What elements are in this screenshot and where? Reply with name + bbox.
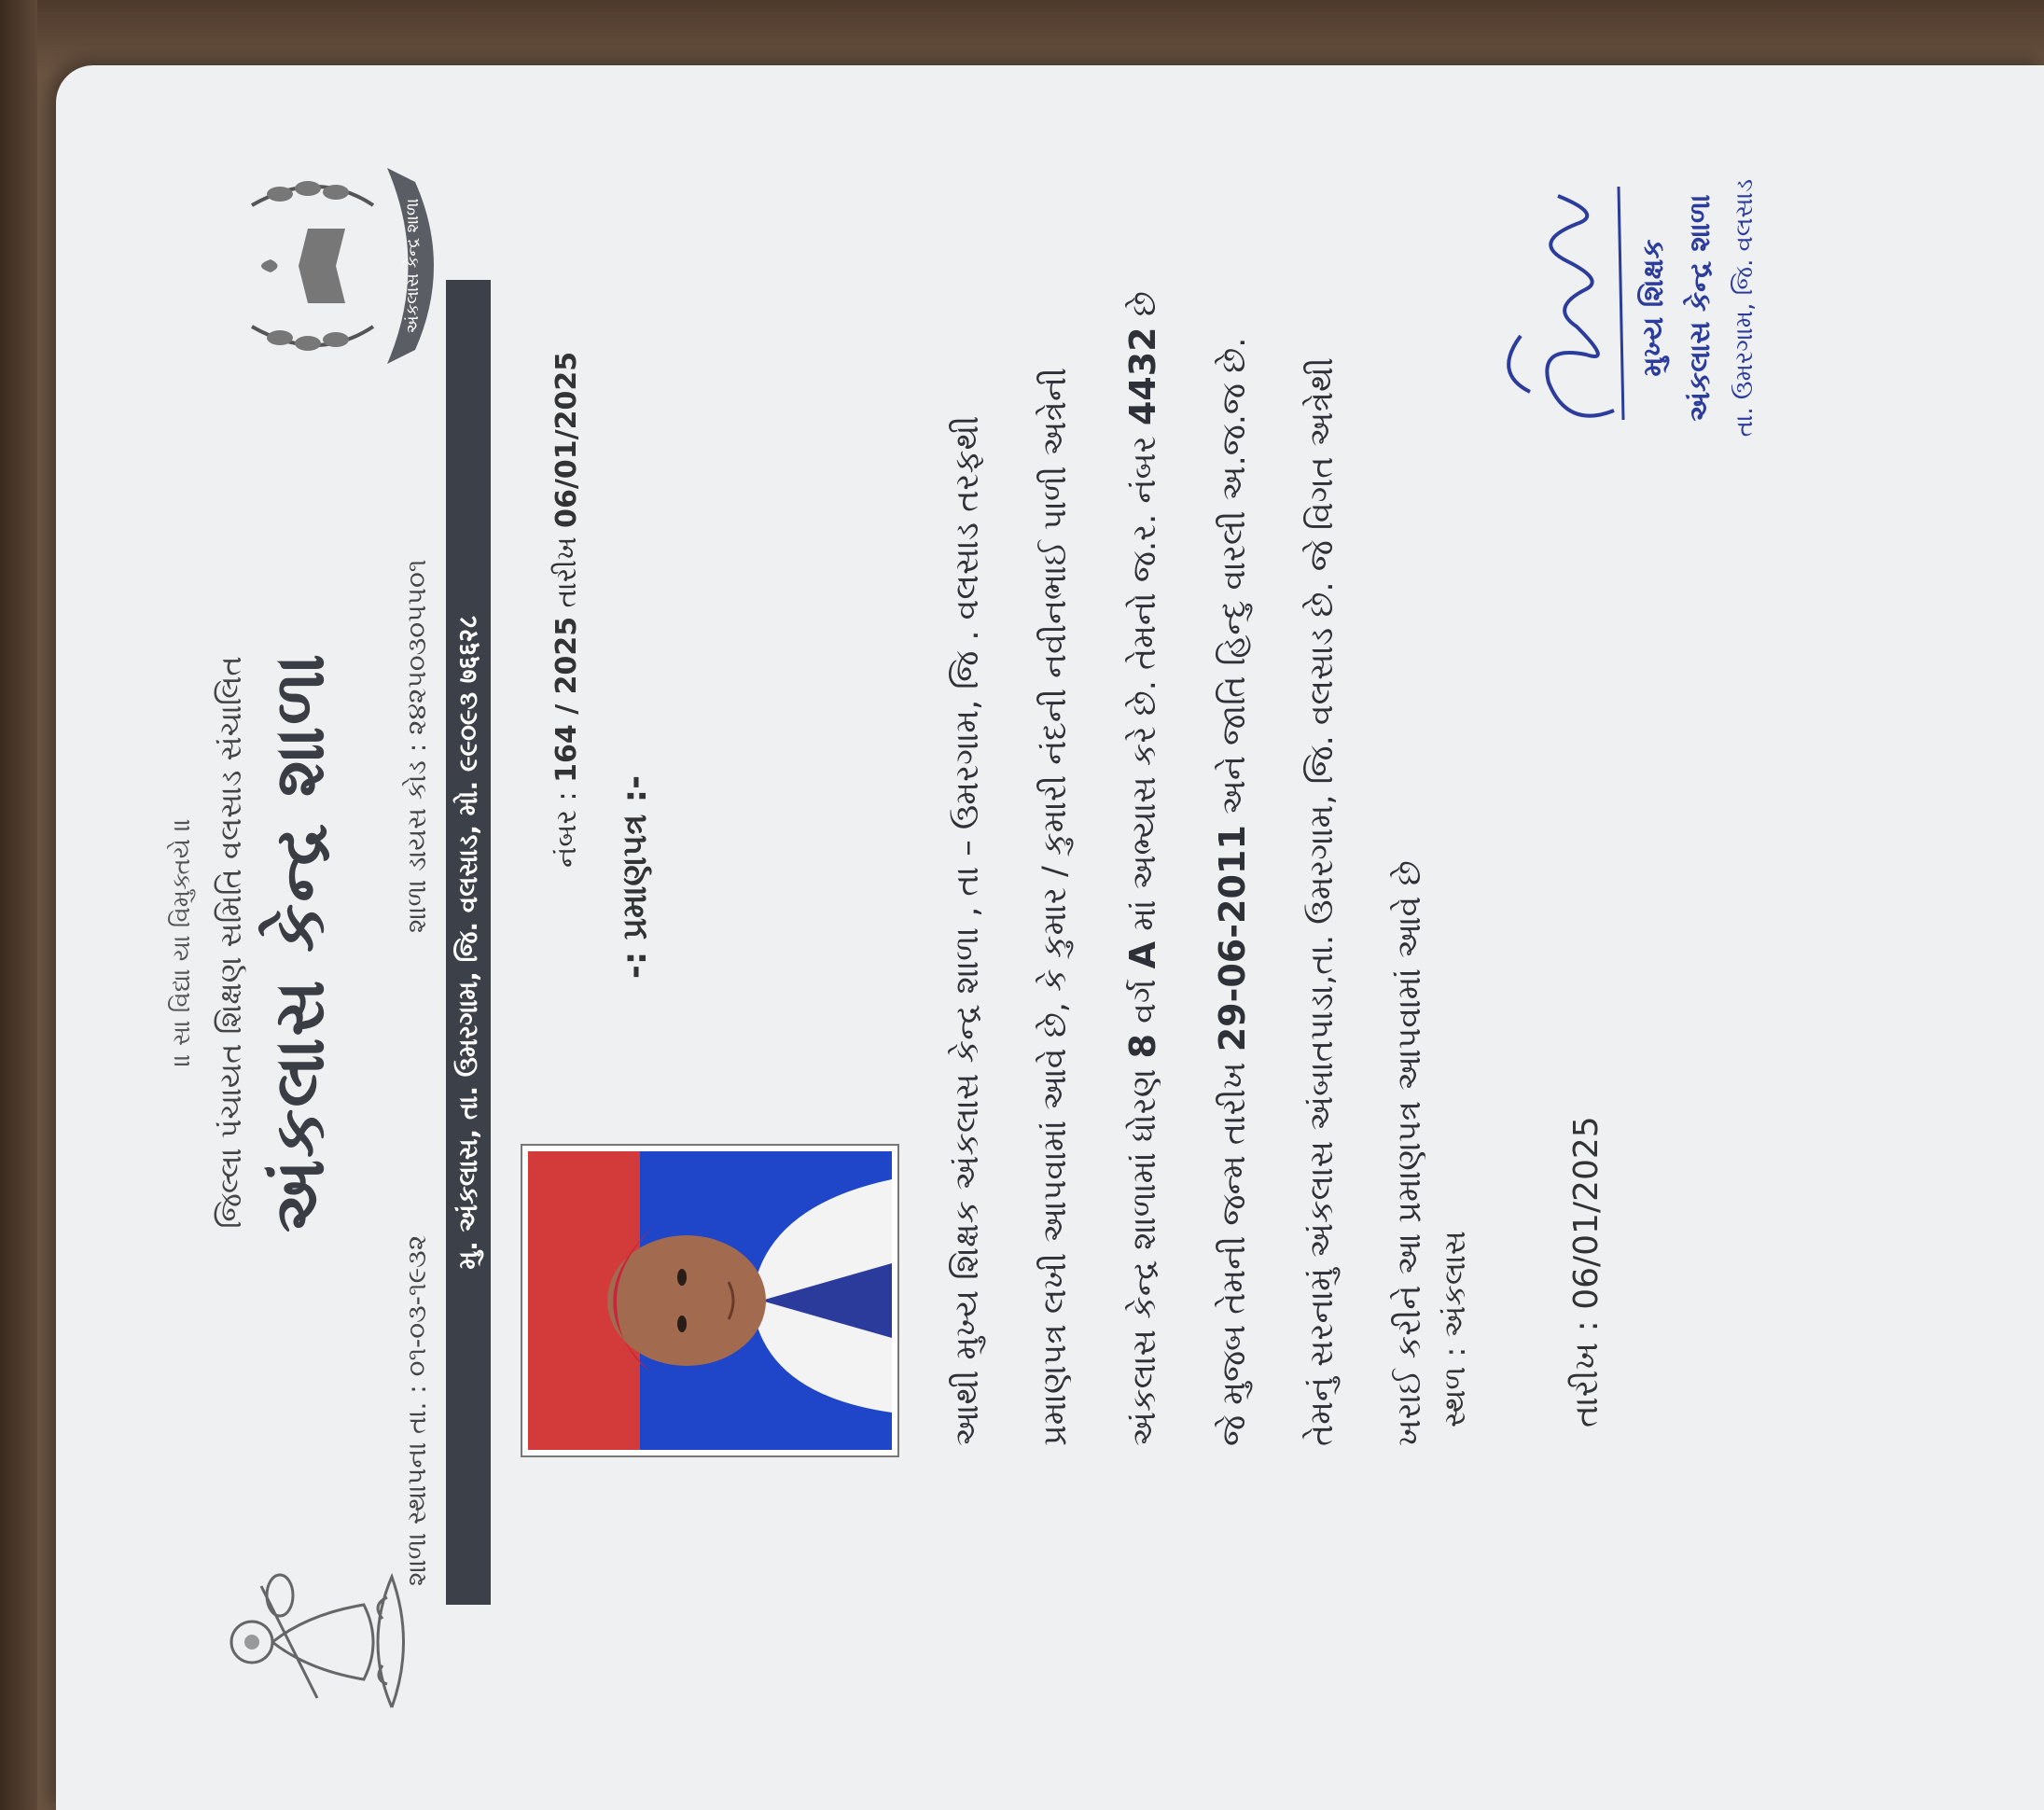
stamp-title: મુખ્ય શિક્ષક <box>1637 239 1670 377</box>
background-desk-left <box>0 0 37 1810</box>
body-line-3-text: અંકલાસ કેન્દ્ર શાળામાં ધોરણ <box>1126 1068 1163 1446</box>
address-bar: મુ. અંકલાસ, તા. ઉમરગામ, જિ. વલસાડ, મો. ૯૯૦૯૩ ७६६२८ <box>446 280 491 1605</box>
birth-date-label: જે મુજબ તેમની જન્મ તારીખ <box>1216 1062 1253 1446</box>
certificate-body <box>924 159 1453 1446</box>
certificate-content <box>149 131 1828 1754</box>
issue-place: સ્થળ : અંકલાસ <box>1437 1231 1472 1427</box>
reference-date-label: તારીખ <box>550 527 583 617</box>
body-line-4 <box>1189 159 1278 1446</box>
principal-signature-stamp <box>1474 149 1810 466</box>
background-desk-top <box>0 0 2044 75</box>
issue-date: તારીખ : 06/01/2025 <box>1567 1116 1606 1427</box>
school-logo-icon <box>196 149 438 383</box>
reference-number <box>550 352 583 868</box>
stamp-school: અંકલાસ કેન્દ્ર શાળા <box>1684 194 1717 422</box>
gr-number-label: માં અભ્યાસ કરે છે. તેમનો જ.ર. નંબર <box>1126 436 1163 931</box>
body-line-6: ખરાઈ કરીને આ પ્રમાણપત્ર આપવામાં આવે છે <box>1391 860 1428 1446</box>
body-line-1: આથી મુખ્ય શિક્ષક અંકલાસ કેન્દ્ર શાળા , તા – ઉમરગામ, જિ . વલસાડ તરફથી <box>949 415 986 1446</box>
birth-date-value: 29-06-2011 <box>1212 825 1253 1052</box>
school-name: અંકલાસ કેન્દ્ર શાળા <box>259 652 340 1232</box>
organization-name: જિલ્લા પંચાયત શિક્ષણ સમિતિ વલસાડ સંચાલિત <box>213 656 248 1229</box>
reference-number-value: 164 / 2025 <box>550 616 583 783</box>
caste-text: અને જાતિ હિન્દુ વારલી અ.જ.જ છે. <box>1216 337 1253 815</box>
standard-value: 8 <box>1122 1033 1163 1059</box>
establishment-date: શાળા સ્થાપના તા. : ૦૧-૦૩-૧૯૩૨ <box>401 1234 432 1586</box>
gr-number-value: 4432 <box>1122 327 1163 426</box>
reference-date-value: 06/01/2025 <box>550 351 583 528</box>
dise-code: શાળા ડાયસ કોડ : ૨૪૨૫૦૩૦૫૫૦૧ <box>401 559 432 933</box>
certificate-title: -: પ્રમાણપત્ર :- <box>616 774 654 980</box>
division-value: A <box>1122 940 1163 969</box>
body-line-2: પ્રમાણપત્ર લખી આપવામાં આવે છે, કે કુમાર / કુમારી નંદની નવીનભાઈ પાળી અત્રેની <box>1036 367 1074 1446</box>
signature-scribble-icon <box>1474 149 1633 466</box>
logo-ribbon-text: અંકલાસ કેન્દ્ર શાળા <box>403 198 423 334</box>
student-photo <box>522 1146 897 1455</box>
division-label: વર્ગ <box>1126 979 1163 1023</box>
school-motto: ॥ સા વિદ્યા યા વિમુક્તયે ॥ <box>168 817 196 1067</box>
stamp-address: તા. ઉમરગામ, જિ. વલસાડ <box>1731 178 1759 438</box>
body-line-3-end: છે <box>1126 291 1163 317</box>
body-line-5: તેમનું સરનામું અંકલાસ અંબાતપાડા,તા. ઉમરગામ, જિ. વલસાડ છે. જે વિગત અત્રેથી <box>1303 357 1341 1446</box>
reference-number-label: નંબર : <box>550 782 583 868</box>
body-line-3 <box>1099 159 1189 1446</box>
